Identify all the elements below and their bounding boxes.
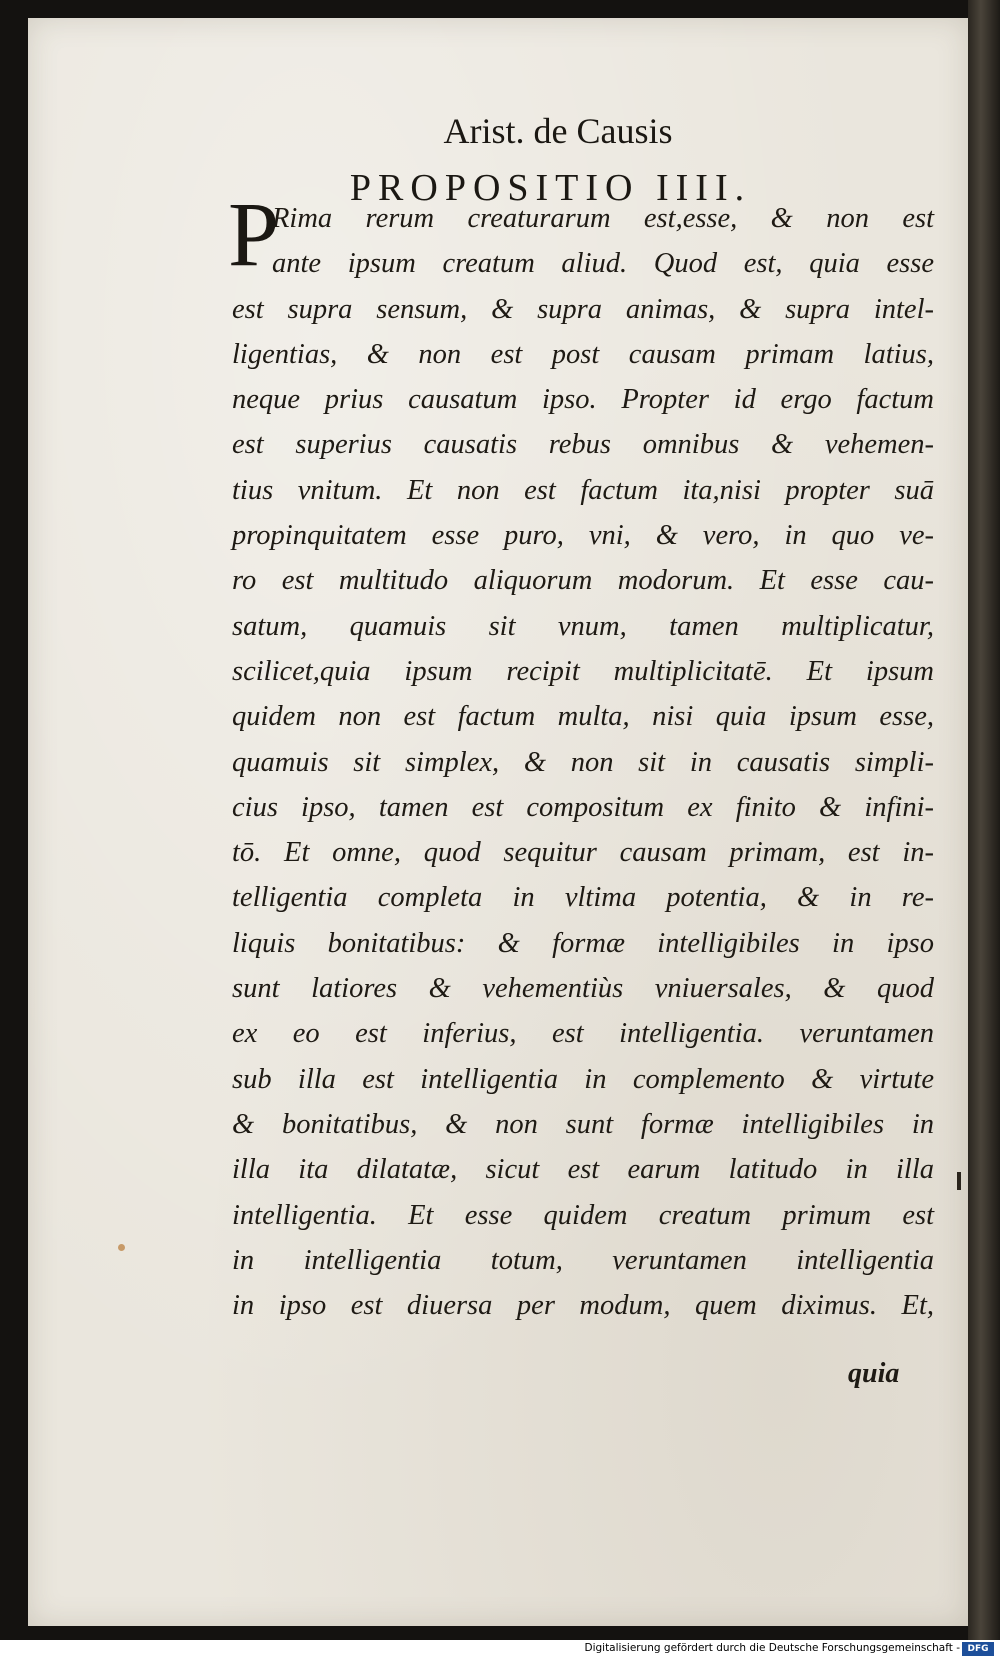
funding-note: Digitalisierung gefördert durch die Deutsche Forschungsgemeinschaft -: [584, 1642, 960, 1654]
text-line: telligentia completa in vltima potentia, & in re-: [232, 882, 934, 914]
text-line: sunt latiores & vehementiùs vniuersales, & quod: [232, 973, 934, 1005]
text-line: ante ipsum creatum aliud. Quod est, quia esse: [272, 248, 934, 280]
text-line: est superius causatis rebus omnibus & vehemen-: [232, 429, 934, 461]
text-line: tius vnitum. Et non est factum ita,nisi propter suā: [232, 474, 934, 506]
text-line: Rima rerum creaturarum est,esse, & non est: [272, 203, 934, 234]
running-head: Arist. de Causis: [443, 111, 673, 151]
text-line: sub illa est intelligentia in complemento & virtute: [232, 1063, 934, 1095]
text-line: quidem non est factum multa, nisi quia ipsum esse,: [232, 701, 934, 733]
text-line: est supra sensum, & supra animas, & supra intel-: [232, 293, 934, 325]
text-line: intelligentia. Et esse quidem creatum primum est: [232, 1199, 934, 1231]
ink-spot: [118, 1244, 125, 1251]
margin-mark: [957, 1172, 961, 1190]
text-line: in intelligentia totum, veruntamen intelligentia: [232, 1244, 934, 1276]
text-line: satum, quamuis sit vnum, tamen multiplicatur,: [232, 610, 934, 642]
text-line: liquis bonitatibus: & formæ intelligibiles in ipso: [232, 927, 934, 959]
text-line: scilicet,quia ipsum recipit multiplicitatē. Et ipsum: [232, 655, 934, 687]
text-line: illa ita dilatatæ, sicut est earum latitudo in illa: [232, 1154, 934, 1186]
text-line: ro est multitudo aliquorum modorum. Et esse cau-: [232, 565, 934, 597]
drop-initial: P: [228, 183, 280, 285]
text-line: propinquitatem esse puro, vni, & vero, in quo ve-: [232, 520, 934, 552]
text-line: tō. Et omne, quod sequitur causam primam, est in-: [232, 837, 934, 869]
text-line: quamuis sit simplex, & non sit in causatis simpli-: [232, 746, 934, 778]
text-line: ligentias, & non est post causam primam latius,: [232, 338, 934, 370]
text-line: neque prius causatum ipso. Propter id ergo factum: [232, 384, 934, 416]
catchword: quia: [848, 1358, 900, 1389]
body-text: [232, 196, 934, 1328]
proposition-heading: PROPOSITIO IIII.: [349, 167, 752, 209]
text-line: cius ipso, tamen est compositum ex finito & infini-: [232, 791, 934, 823]
book-edge: [968, 0, 1000, 1640]
text-line: in ipso est diuersa per modum, quem diximus. Et,: [232, 1290, 934, 1322]
text-line: ex eo est inferius, est intelligentia. veruntamen: [232, 1018, 934, 1050]
text-line: & bonitatibus, & non sunt formæ intelligibiles in: [232, 1108, 934, 1140]
dfg-logo: DFG: [962, 1642, 994, 1656]
